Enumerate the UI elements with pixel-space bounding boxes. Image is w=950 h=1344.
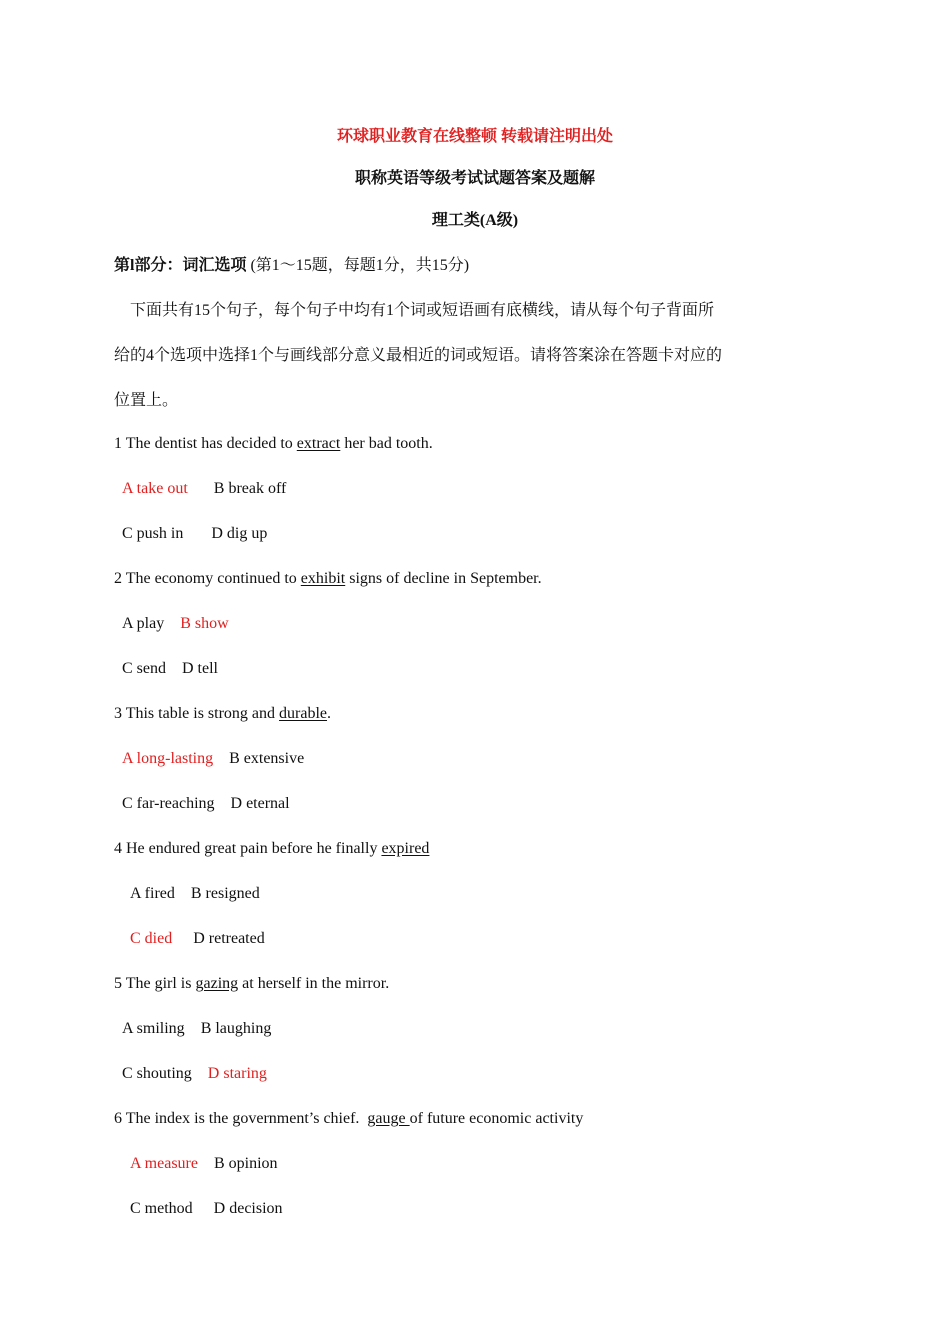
section-heading: [114, 256, 469, 276]
question-text: 5 The girl is: [114, 975, 196, 992]
underlined-word: durable: [279, 705, 328, 722]
option-c: C push in: [122, 525, 184, 542]
options-row: [122, 614, 229, 634]
options-row: [130, 884, 260, 904]
question-text: 3 This table is strong and: [114, 705, 280, 722]
question-text: 2 The economy continued to: [114, 570, 301, 587]
section-meta: (第1～15题，每题1分，共15分): [250, 257, 470, 274]
option-c: C shouting: [122, 1065, 192, 1082]
instruction-line-2: 给的4个选项中选择1个与画线部分意义最相近的词或短语。请将答案涂在答题卡对应的: [114, 347, 723, 364]
question-text: 4 He endured great pain before he finally: [114, 840, 382, 857]
copyright-notice: 环球职业教育在线整顿 转载请注明出处: [336, 128, 613, 145]
option-d: D decision: [213, 1200, 283, 1217]
question-4: [114, 839, 429, 859]
options-row: [122, 749, 304, 769]
question-5: [114, 974, 389, 994]
section-title: 第l部分：词汇选项: [114, 257, 247, 274]
options-row: [122, 1019, 271, 1039]
option-b: B resigned: [190, 885, 260, 902]
option-a: A play: [122, 615, 165, 632]
option-c: C method: [130, 1200, 193, 1217]
question-text: signs of decline in September.: [345, 570, 542, 587]
option-d: D retreated: [193, 930, 265, 947]
question-text: 1 The dentist has decided to: [114, 435, 297, 452]
question-1: [114, 434, 433, 454]
option-a-answer: A take out: [122, 480, 188, 497]
document-subtitle: 理工类(A级): [431, 212, 519, 229]
option-d: D dig up: [211, 525, 268, 542]
options-row: [130, 1154, 278, 1174]
instruction-line-1: 下面共有15个句子，每个句子中均有1个词或短语画有底横线，请从每个句子背面所: [130, 302, 715, 319]
question-text: of future economic activity: [409, 1110, 584, 1127]
question-2: [114, 569, 542, 589]
options-row: [130, 1199, 283, 1219]
question-6: [114, 1109, 583, 1129]
option-d: D eternal: [230, 795, 290, 812]
option-d-answer: D staring: [207, 1065, 267, 1082]
option-c: C send: [122, 660, 166, 677]
option-c-answer: C died: [130, 930, 173, 947]
option-b-answer: B show: [180, 615, 229, 632]
document-title: 职称英语等级考试试题答案及题解: [354, 170, 595, 187]
underlined-word: gauge: [367, 1110, 410, 1127]
option-a: A smiling: [122, 1020, 185, 1037]
options-row: [122, 479, 286, 499]
options-row: [122, 659, 218, 679]
option-a-answer: A measure: [130, 1155, 198, 1172]
question-text: 6 The index is the government’s chief.: [114, 1110, 368, 1127]
question-text: at herself in the mirror.: [238, 975, 390, 992]
options-row: [130, 929, 265, 949]
options-row: [122, 794, 290, 814]
question-text: her bad tooth.: [340, 435, 433, 452]
question-text: .: [327, 705, 332, 722]
options-row: [122, 1064, 267, 1084]
option-a: A fired: [130, 885, 175, 902]
option-d: D tell: [182, 660, 218, 677]
underlined-word: exhibit: [300, 570, 346, 587]
option-a-answer: A long-lasting: [122, 750, 214, 767]
question-3: [114, 704, 331, 724]
option-b: B extensive: [229, 750, 305, 767]
underlined-word: extract: [296, 435, 341, 452]
instruction-line-3: 位置上。: [114, 392, 179, 409]
option-b: B opinion: [213, 1155, 278, 1172]
underlined-word: gazing: [195, 975, 239, 992]
option-b: B laughing: [200, 1020, 272, 1037]
option-c: C far-reaching: [122, 795, 215, 812]
underlined-word: expired: [381, 840, 430, 857]
options-row: [122, 524, 267, 544]
option-b: B break off: [213, 480, 287, 497]
